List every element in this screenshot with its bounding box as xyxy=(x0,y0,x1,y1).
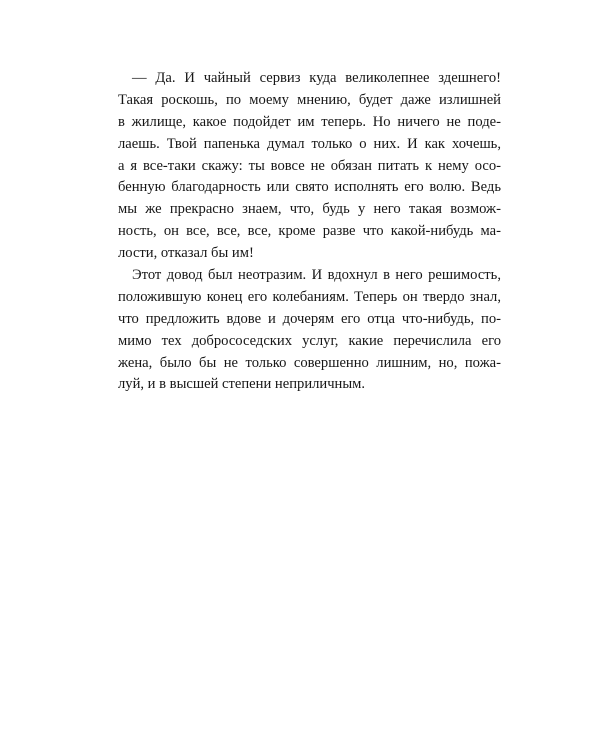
text-line: ность, он все, все, все, кроме разве что какой-нибудь ма- xyxy=(118,223,501,240)
text-line: жена, было бы не только совершенно лишним, но, пожа- xyxy=(118,354,501,371)
page-text xyxy=(118,68,501,396)
text-line: лаешь. Твой папенька думал только о них. И как хочешь, xyxy=(118,135,501,152)
paragraph-2 xyxy=(118,265,501,396)
text-line: бенную благодарность или свято исполнять его волю. Ведь xyxy=(118,179,501,196)
text-line: положившую конец его колебаниям. Теперь он твердо знал, xyxy=(118,288,501,305)
text-line: что предложить вдове и дочерям его отца что-нибудь, по- xyxy=(118,310,501,327)
text-line: Этот довод был неотразим. И вдохнул в него решимость, xyxy=(132,267,501,284)
text-line: Такая роскошь, по моему мнению, будет даже излишней xyxy=(118,91,501,108)
text-line: мы же прекрасно знаем, что, будь у него такая возмож- xyxy=(118,201,501,218)
text-line: луй, и в высшей степени неприличным. xyxy=(118,376,366,393)
text-line: — Да. И чайный сервиз куда великолепнее здешнего! xyxy=(132,70,501,86)
text-line: в жилище, какое подойдет им теперь. Но ничего не поде- xyxy=(118,113,501,130)
text-line: мимо тех добрососедских услуг, какие перечислила его xyxy=(118,332,501,349)
text-line: а я все-таки скажу: ты вовсе не обязан питать к нему осо- xyxy=(118,157,501,174)
text-line: лости, отказал бы им! xyxy=(118,245,254,262)
paragraph-1 xyxy=(118,68,501,265)
